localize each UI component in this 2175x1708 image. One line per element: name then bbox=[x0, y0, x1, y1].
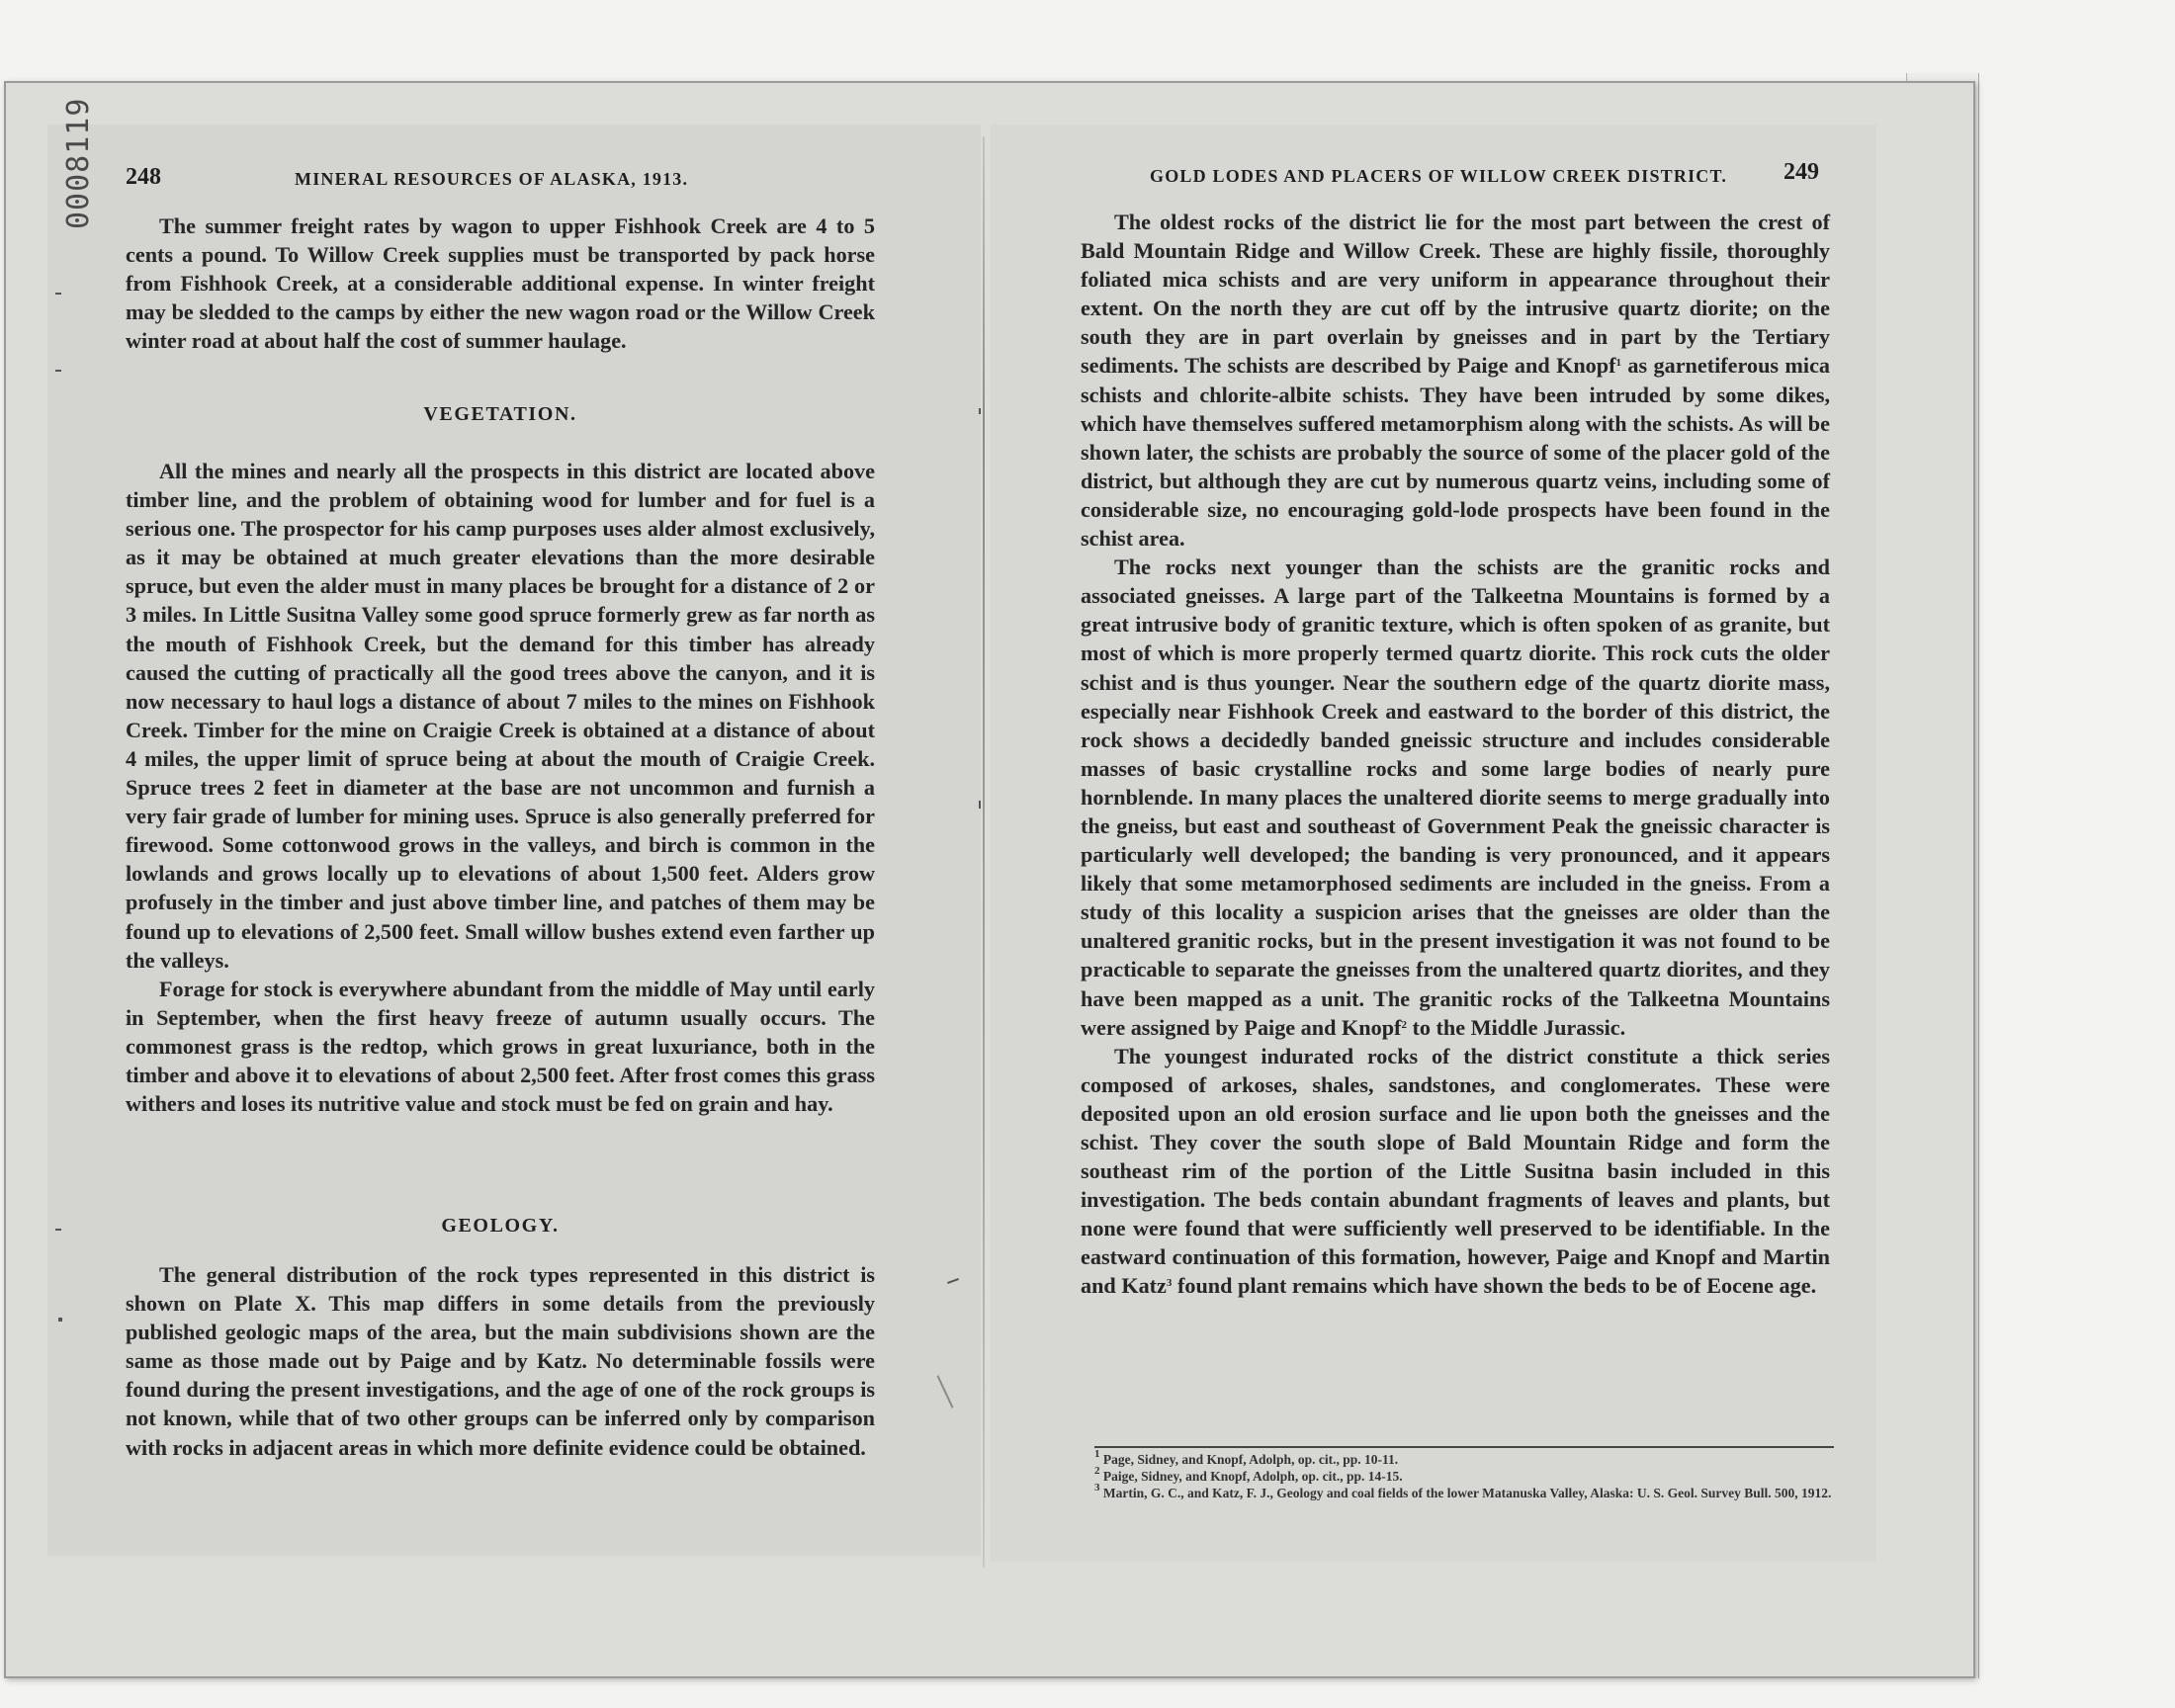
footnote-2 bbox=[1081, 1465, 1834, 1485]
scan-speck bbox=[979, 801, 981, 809]
freight-paragraph: The summer freight rates by wagon to upper Fishhook Creek are 4 to 5 cents a pound. To Willow Creek supplies must be transported by pack horse from Fishhook Creek, at a considerable additional expense. In winter freight may be sledded to the camps by either the new wagon road or the Willow Creek winter road at about half the cost of summer haulage. bbox=[126, 214, 875, 354]
youngest-rocks-text-b: found plant remains which have shown the beds to be of Eocene age. bbox=[1172, 1273, 1817, 1299]
freight-paragraph-block bbox=[126, 212, 875, 355]
right-page-number: 249 bbox=[1784, 159, 1819, 185]
footnote-1-mark: 1 bbox=[1094, 1448, 1100, 1460]
footnote-2-text: Paige, Sidney, and Knopf, Adolph, op. cit., pp. 14-15. bbox=[1102, 1469, 1403, 1485]
vegetation-section bbox=[126, 457, 875, 1118]
scan-speck bbox=[58, 1318, 62, 1322]
oldest-rocks-paragraph bbox=[1081, 208, 1830, 553]
footnote-1 bbox=[1081, 1448, 1834, 1468]
footnote-ref-3[interactable]: 3 bbox=[1166, 1277, 1173, 1290]
footnote-3-mark: 3 bbox=[1094, 1482, 1100, 1494]
scan-speck bbox=[55, 1229, 61, 1231]
granitic-rocks-text-b: to the Middle Jurassic. bbox=[1406, 1014, 1626, 1040]
granitic-rocks-text-a: The rocks next younger than the schists are the granitic rocks and associated gneisses. A large part of the Talkeetna Mountains is formed by a great intrusive body of granitic texture, which is often spoken of as granite, but most of which is more properly termed quartz diorite. This rock cuts the older schist and is thus younger. Near the southern edge of the quartz diorite mass, especially near Fishhook Creek and eastward to the border of this district, the rock shows a decidedly banded gneissic structure and includes considerable masses of basic crystalline rocks and some large bodies of nearly pure hornblende. In many places the unaltered diorite seems to merge gradually into the gneiss, but east and southeast of Government Peak the gneissic character is particularly well developed; the banding is very pronounced, and it appears likely that some metamorphosed sediments are included in the gneiss. From a study of this locality a suspicion arises that the gneisses are older than the unaltered granitic rocks, but in the present investigation it was not found to be practicable to separate the gneisses from the unaltered quartz diorites, and they have been mapped as a unit. The granitic rocks of the Talkeetna Mountains were assigned by Paige and Knopf bbox=[1081, 555, 1830, 1040]
left-page-number: 248 bbox=[126, 164, 161, 190]
footnotes bbox=[1081, 1448, 1834, 1502]
footnote-rule bbox=[1094, 1446, 1834, 1448]
youngest-rocks-text-a: The youngest indurated rocks of the district constitute a thick series composed of arkoses, shales, sandstones, and conglomerates. These were deposited upon an old erosion surface and lie upon both the gneisses and the schist. They cover the south slope of Bald Mountain Ridge and form the southeast rim of the portion of the Little Susitna basin included in this investigation. The beds contain abundant fragments of leaves and plants, but none were found that were sufficiently well preserved to be identifiable. In the eastward continuation of this formation, however, Paige and Knopf and Martin and Katz bbox=[1081, 1043, 1830, 1299]
geology-heading: GEOLOGY. bbox=[441, 1215, 560, 1237]
right-running-head: GOLD LODES AND PLACERS OF WILLOW CREEK DISTRICT. bbox=[1150, 166, 1728, 186]
geology-paragraph-1: The general distribution of the rock types represented in this district is shown on Plate X. This map differs in some details from the previously published geologic maps of the area, but the main subdivisions shown are the same as those made out by Paige and by Katz. No determinable fossils were found during the present investigations, and the age of one of the rock groups is not known, while that of two other groups can be inferred only by comparison with rocks in adjacent areas in which more definite evidence could be obtained. bbox=[126, 1262, 875, 1460]
vegetation-paragraph-1: All the mines and nearly all the prospects in this district are located above timber line, and the problem of obtaining wood for lumber and for fuel is a serious one. The prospector for his camp purposes uses alder almost exclusively, as it may be obtained at much greater elevations than the more desirable spruce, but even the alder must in many places be brought for a distance of 2 or 3 miles. In Little Susitna Valley some good spruce formerly grew as far north as the mouth of Fishhook Creek, but the demand for this timber has already caused the cutting of practically all the good trees above the canyon, and it is now necessary to haul logs a distance of about 7 miles to the mines on Fishhook Creek. Timber for the mine on Craigie Creek is obtained at a distance of about 4 miles, the upper limit of spruce being at about the mouth of Craigie Creek. Spruce trees 2 feet in diameter at the base are not uncommon and furnish a very fair grade of lumber for mining uses. Spruce is also generally preferred for firewood. Some cottonwood grows in the valleys, and birch is common in the lowlands and grows locally up to elevations of about 1,500 feet. Alders grow profusely in the timber and just above timber line, and patches of them may be found up to elevations of 2,500 feet. Small willow bushes extend even farther up the valleys. bbox=[126, 459, 875, 973]
right-body bbox=[1081, 208, 1830, 1301]
archive-stamp: 0008119 bbox=[61, 97, 96, 229]
scan-speck bbox=[55, 370, 61, 372]
footnote-ref-2[interactable]: 2 bbox=[1401, 1018, 1407, 1031]
granitic-rocks-paragraph bbox=[1081, 553, 1830, 1042]
vegetation-paragraph-2: Forage for stock is everywhere abundant from the middle of May until early in September, when the first heavy freeze of autumn usually occurs. The commonest grass is the redtop, which grows in great luxuriance, both in the timber and above it to elevations of about 2,500 feet. After frost comes this grass withers and loses its nutritive value and stock must be fed on grain and hay. bbox=[126, 976, 875, 1117]
scan-speck bbox=[979, 408, 981, 414]
scan-speck bbox=[55, 293, 61, 295]
vegetation-heading: VEGETATION. bbox=[423, 403, 577, 425]
footnote-3-text: Martin, G. C., and Katz, F. J., Geology and coal fields of the lower Matanuska Valley, Alaska: U. S. Geol. Survey Bull. 500, 1912. bbox=[1102, 1486, 1832, 1501]
footnote-3 bbox=[1081, 1482, 1834, 1501]
page-gutter bbox=[983, 136, 985, 1568]
geology-section bbox=[126, 1260, 875, 1462]
footnote-2-mark: 2 bbox=[1094, 1465, 1100, 1478]
footnote-ref-1[interactable]: 1 bbox=[1615, 357, 1622, 370]
youngest-rocks-paragraph bbox=[1081, 1042, 1830, 1301]
oldest-rocks-text-a: The oldest rocks of the district lie for the most part between the crest of Bald Mountain Ridge and Willow Creek. These are highly fissile, thoroughly foliated mica schists and are very uniform in appearance throughout their extent. On the north they are cut off by the intrusive quartz diorite; on the south they are in part overlain by gneisses and in part by the Tertiary sediments. The schists are described by Paige and Knopf bbox=[1081, 210, 1830, 379]
oldest-rocks-text-b: as garnetiferous mica schists and chlorite-albite schists. They have been intruded by some dikes, which have themselves suffered metamorphism along with the schists. As will be shown later, the schists are probably the source of some of the placer gold of the district, but although they are cut by numerous quartz veins, including some of considerable size, no encouraging gold-lode prospects have been found in the schist area. bbox=[1081, 353, 1831, 552]
footnote-1-text: Page, Sidney, and Knopf, Adolph, op. cit., pp. 10-11. bbox=[1102, 1452, 1399, 1467]
left-running-head: MINERAL RESOURCES OF ALASKA, 1913. bbox=[295, 169, 689, 189]
